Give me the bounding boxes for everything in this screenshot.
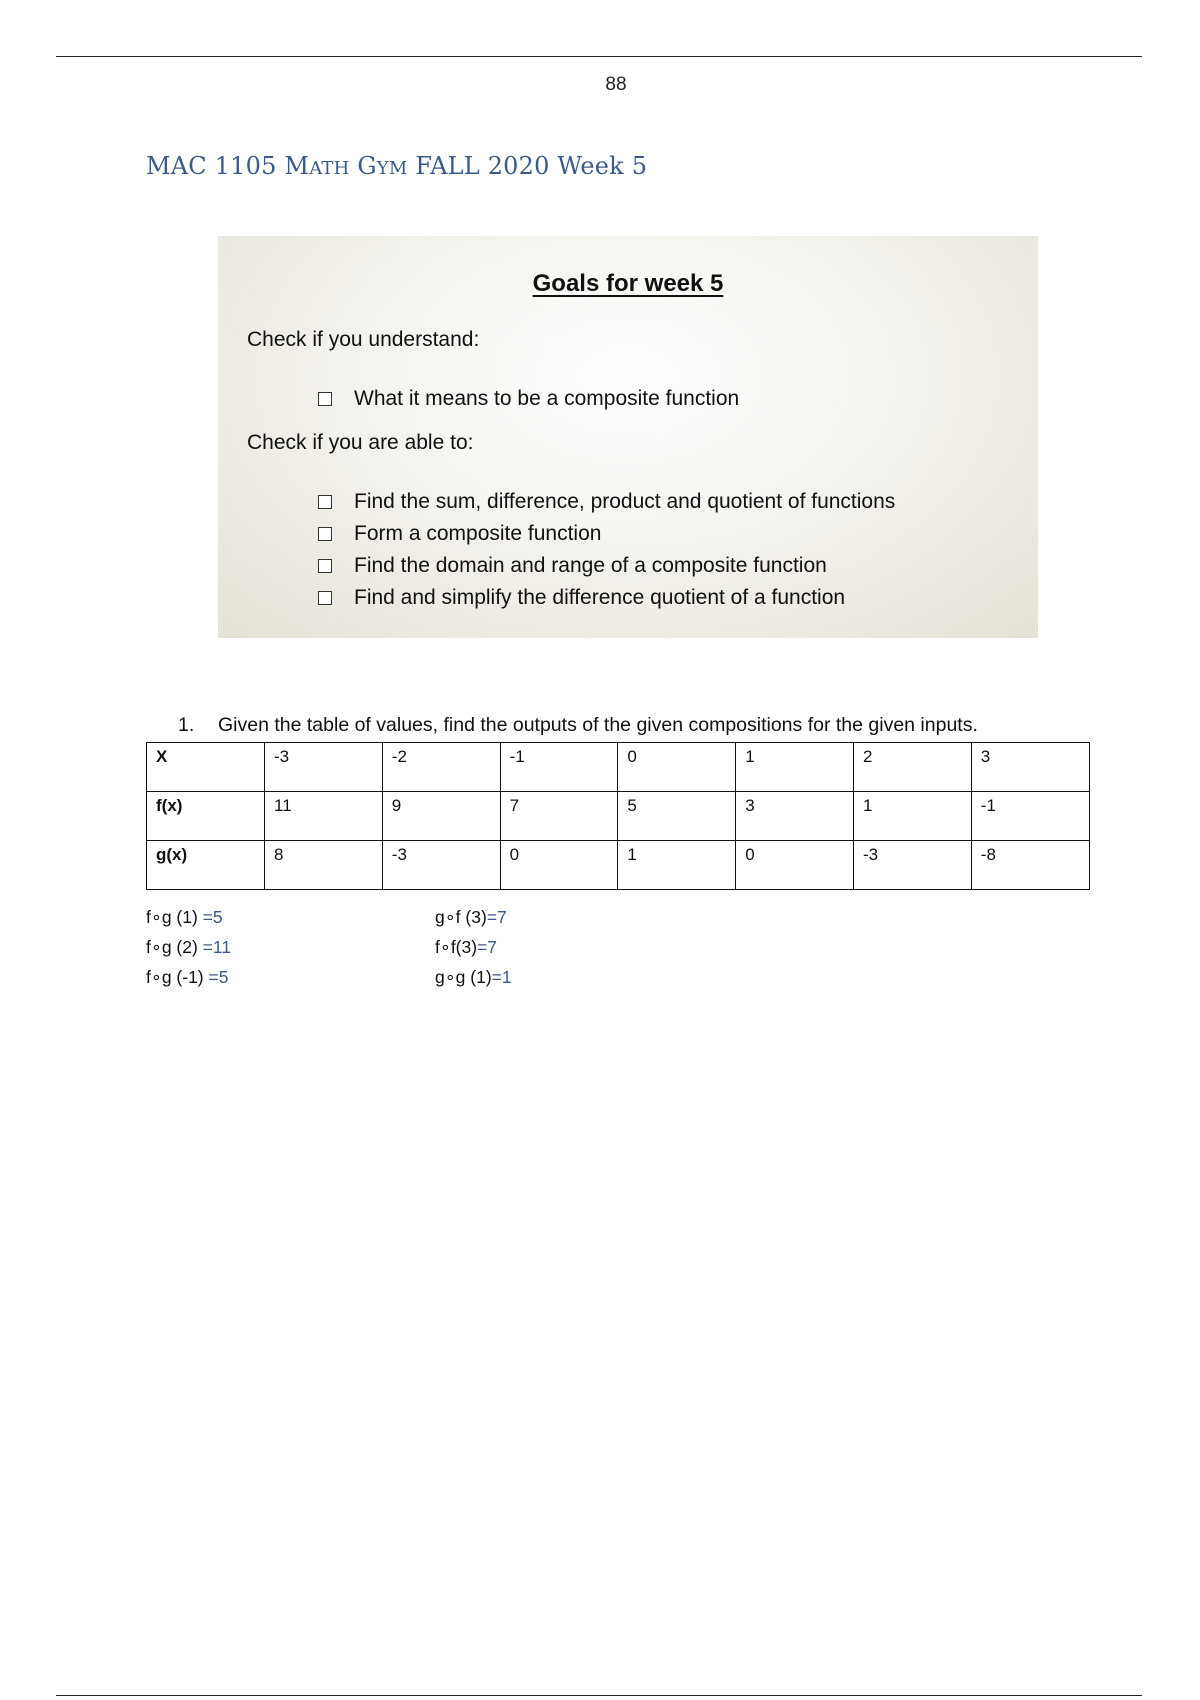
- checklist-item-label: Find and simplify the difference quotient of a function: [354, 586, 846, 609]
- table-cell: -1: [500, 743, 618, 792]
- checklist-item: [318, 486, 895, 518]
- checklist-item: [318, 383, 739, 415]
- table-cell: 9: [382, 792, 500, 841]
- checklist-item: [318, 550, 895, 582]
- question-text: Given the table of values, find the outputs of the given compositions for the given inputs.: [218, 714, 978, 736]
- checkbox-icon[interactable]: [318, 392, 332, 406]
- answer-value: =7: [477, 937, 498, 957]
- checklist-item-label: Form a composite function: [354, 522, 602, 545]
- table-cell: 2: [853, 743, 971, 792]
- table-cell: 3: [971, 743, 1089, 792]
- table-cell: 7: [500, 792, 618, 841]
- answers-left-column: [146, 902, 231, 992]
- answer-expression: g∘g (1): [435, 967, 492, 987]
- title-term: FALL 2020 Week 5: [415, 152, 648, 180]
- table-cell: 1: [853, 792, 971, 841]
- table-cell: 5: [618, 792, 736, 841]
- table-cell: -1: [971, 792, 1089, 841]
- able-checklist: [318, 486, 895, 614]
- table-cell: -8: [971, 841, 1089, 890]
- checklist-item: [318, 582, 895, 614]
- answers-right-column: [435, 902, 512, 992]
- answer-expression: f∘g (1): [146, 907, 203, 927]
- document-title: [146, 152, 647, 180]
- table-row-x: [147, 743, 1090, 792]
- row-label-x: X: [147, 743, 265, 792]
- understand-label: Check if you understand:: [247, 328, 480, 351]
- table-cell: -2: [382, 743, 500, 792]
- answer-line: [435, 962, 512, 992]
- table-cell: 1: [736, 743, 854, 792]
- answer-value: =1: [491, 967, 512, 987]
- checkbox-icon[interactable]: [318, 591, 332, 605]
- answer-expression: f∘g (2): [146, 937, 203, 957]
- able-label: Check if you are able to:: [247, 431, 474, 454]
- answer-expression: f∘g (-1): [146, 967, 209, 987]
- table-cell: 3: [736, 792, 854, 841]
- title-math-rest: ATH: [309, 158, 350, 179]
- answer-line: [146, 932, 231, 962]
- answer-expression: g∘f (3): [435, 907, 487, 927]
- goals-heading: Goals for week 5: [532, 270, 724, 297]
- title-gym-rest: YM: [376, 158, 408, 179]
- table-cell: 11: [265, 792, 383, 841]
- table-row-gx: [147, 841, 1090, 890]
- bottom-rule: [56, 1695, 1142, 1696]
- answer-value: =5: [202, 907, 223, 927]
- table-cell: 0: [736, 841, 854, 890]
- title-math-initial: M: [284, 152, 310, 180]
- checkbox-icon[interactable]: [318, 495, 332, 509]
- answer-line: [435, 932, 512, 962]
- title-course: MAC 1105: [146, 152, 277, 180]
- understand-checklist: [318, 383, 739, 415]
- table-cell: 1: [618, 841, 736, 890]
- values-table: [146, 742, 1090, 890]
- answer-value: =11: [202, 937, 232, 957]
- question-1: [178, 714, 978, 737]
- checklist-item: [318, 518, 895, 550]
- row-label-gx: g(x): [147, 841, 265, 890]
- table-row-fx: [147, 792, 1090, 841]
- answer-value: =7: [486, 907, 507, 927]
- answer-value: =5: [208, 967, 229, 987]
- top-rule: [56, 56, 1142, 57]
- title-gym-initial: G: [357, 152, 377, 180]
- checklist-item-label: What it means to be a composite function: [354, 387, 740, 410]
- checklist-item-label: Find the domain and range of a composite function: [354, 554, 827, 577]
- question-number: 1.: [178, 714, 195, 736]
- goals-box: [218, 236, 1038, 638]
- table-cell: -3: [265, 743, 383, 792]
- checkbox-icon[interactable]: [318, 559, 332, 573]
- answer-expression: f∘f(3): [435, 937, 478, 957]
- answer-line: [146, 962, 231, 992]
- checklist-item-label: Find the sum, difference, product and quotient of functions: [354, 490, 896, 513]
- table-cell: -3: [853, 841, 971, 890]
- table-cell: -3: [382, 841, 500, 890]
- table-cell: 0: [500, 841, 618, 890]
- row-label-fx: f(x): [147, 792, 265, 841]
- answer-line: [435, 902, 512, 932]
- table-cell: 0: [618, 743, 736, 792]
- answer-line: [146, 902, 231, 932]
- checkbox-icon[interactable]: [318, 527, 332, 541]
- page-number: 88: [605, 74, 627, 95]
- table-cell: 8: [265, 841, 383, 890]
